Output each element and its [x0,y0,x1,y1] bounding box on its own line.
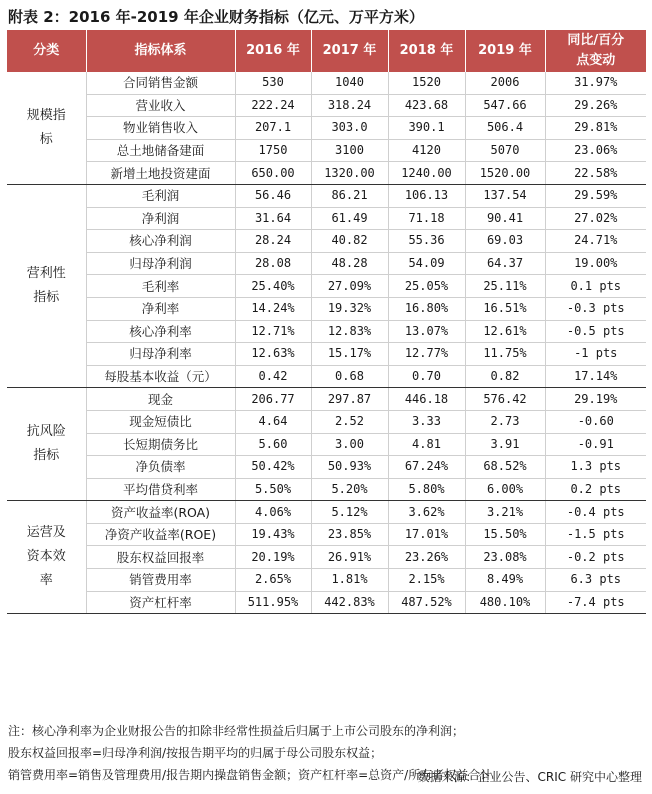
indicator-cell: 净利润 [86,207,235,230]
value-2019-cell: 6.00% [465,478,545,501]
value-2019-cell: 8.49% [465,569,545,592]
header-2019: 2019 年 [465,30,545,72]
value-2018-cell: 25.05% [388,275,465,298]
table-header-row [7,30,646,72]
value-2017-cell: 15.17% [311,343,388,366]
value-2016-cell: 0.42 [235,365,311,388]
indicator-cell: 营业收入 [86,94,235,117]
table-row [7,117,646,140]
value-2018-cell: 16.80% [388,297,465,320]
change-cell: 1.3 pts [545,456,646,479]
value-2018-cell: 2.15% [388,569,465,592]
category-cell: 营利性指标 [7,184,86,387]
value-2017-cell: 1040 [311,72,388,94]
value-2016-cell: 20.19% [235,546,311,569]
change-cell: -1 pts [545,343,646,366]
change-cell: -1.5 pts [545,523,646,546]
table-row [7,297,646,320]
table-row [7,365,646,388]
value-2016-cell: 5.50% [235,478,311,501]
value-2018-cell: 423.68 [388,94,465,117]
value-2018-cell: 487.52% [388,591,465,614]
value-2017-cell: 442.83% [311,591,388,614]
indicator-cell: 总土地储备建面 [86,139,235,162]
change-cell: 24.71% [545,230,646,253]
value-2018-cell: 4120 [388,139,465,162]
indicator-cell: 物业销售收入 [86,117,235,140]
table-row [7,72,646,94]
change-cell: -0.2 pts [545,546,646,569]
value-2018-cell: 5.80% [388,478,465,501]
header-category: 分类 [7,30,86,72]
value-2016-cell: 4.64 [235,410,311,433]
value-2018-cell: 12.77% [388,343,465,366]
value-2017-cell: 318.24 [311,94,388,117]
table-row [7,320,646,343]
value-2019-cell: 576.42 [465,388,545,411]
change-cell: 27.02% [545,207,646,230]
change-cell: 22.58% [545,162,646,185]
header-2018: 2018 年 [388,30,465,72]
note-line: 注：核心净利率为企业财报公告的扣除非经常性损益后归属于上市公司股东的净利润； [8,724,465,738]
change-cell: 0.2 pts [545,478,646,501]
value-2018-cell: 0.70 [388,365,465,388]
table-row [7,139,646,162]
value-2018-cell: 390.1 [388,117,465,140]
indicator-cell: 核心净利率 [86,320,235,343]
indicator-cell: 股东权益回报率 [86,546,235,569]
change-cell: 23.06% [545,139,646,162]
value-2017-cell: 26.91% [311,546,388,569]
value-2018-cell: 17.01% [388,523,465,546]
value-2016-cell: 12.63% [235,343,311,366]
change-cell: -0.3 pts [545,297,646,320]
value-2019-cell: 68.52% [465,456,545,479]
value-2016-cell: 14.24% [235,297,311,320]
value-2017-cell: 40.82 [311,230,388,253]
value-2019-cell: 1520.00 [465,162,545,185]
indicator-cell: 资产收益率(ROA) [86,501,235,524]
value-2019-cell: 23.08% [465,546,545,569]
indicator-cell: 长短期债务比 [86,433,235,456]
value-2019-cell: 506.4 [465,117,545,140]
value-2018-cell: 446.18 [388,388,465,411]
value-2019-cell: 2006 [465,72,545,94]
value-2016-cell: 31.64 [235,207,311,230]
value-2018-cell: 23.26% [388,546,465,569]
indicator-cell: 每股基本收益（元） [86,365,235,388]
change-cell: -7.4 pts [545,591,646,614]
value-2016-cell: 25.40% [235,275,311,298]
change-cell: -0.5 pts [545,320,646,343]
value-2019-cell: 16.51% [465,297,545,320]
indicator-cell: 合同销售金额 [86,72,235,94]
value-2019-cell: 3.91 [465,433,545,456]
data-source: 数据来源：企业公告、CRIC 研究中心整理 [417,770,642,784]
value-2017-cell: 86.21 [311,184,388,207]
change-cell: 31.97% [545,72,646,94]
value-2016-cell: 12.71% [235,320,311,343]
table-row [7,410,646,433]
category-cell: 运营及资本效率 [7,501,86,614]
table-row [7,252,646,275]
value-2019-cell: 5070 [465,139,545,162]
value-2019-cell: 25.11% [465,275,545,298]
value-2017-cell: 5.20% [311,478,388,501]
indicator-cell: 销管费用率 [86,569,235,592]
value-2017-cell: 2.52 [311,410,388,433]
table-row [7,478,646,501]
category-cell: 规模指标 [7,72,86,184]
value-2017-cell: 3100 [311,139,388,162]
value-2019-cell: 69.03 [465,230,545,253]
value-2019-cell: 12.61% [465,320,545,343]
indicator-cell: 平均借贷利率 [86,478,235,501]
change-cell: 29.59% [545,184,646,207]
table-row [7,501,646,524]
value-2016-cell: 4.06% [235,501,311,524]
indicator-cell: 净负债率 [86,456,235,479]
note-line: 股东权益回报率=归母净利润/按报告期平均的归属于母公司股东权益； [8,746,383,760]
value-2019-cell: 137.54 [465,184,545,207]
note-line: 销管费用率=销售及管理费用/报告期内操盘销售金额；资产杠杆率=总资产/所有者权益合计 [8,768,493,782]
table-row [7,207,646,230]
value-2016-cell: 56.46 [235,184,311,207]
value-2017-cell: 297.87 [311,388,388,411]
header-2017: 2017 年 [311,30,388,72]
value-2016-cell: 530 [235,72,311,94]
value-2018-cell: 67.24% [388,456,465,479]
indicator-cell: 毛利润 [86,184,235,207]
change-cell: -0.60 [545,410,646,433]
value-2017-cell: 27.09% [311,275,388,298]
table-row [7,456,646,479]
value-2018-cell: 1520 [388,72,465,94]
table-row [7,94,646,117]
indicator-cell: 现金 [86,388,235,411]
indicator-cell: 归母净利率 [86,343,235,366]
value-2017-cell: 5.12% [311,501,388,524]
change-cell: 29.81% [545,117,646,140]
value-2017-cell: 303.0 [311,117,388,140]
value-2016-cell: 1750 [235,139,311,162]
header-2016: 2016 年 [235,30,311,72]
change-cell: 6.3 pts [545,569,646,592]
indicator-cell: 净利率 [86,297,235,320]
value-2016-cell: 511.95% [235,591,311,614]
value-2016-cell: 650.00 [235,162,311,185]
value-2018-cell: 3.62% [388,501,465,524]
table-row [7,523,646,546]
value-2016-cell: 206.77 [235,388,311,411]
value-2019-cell: 11.75% [465,343,545,366]
value-2017-cell: 48.28 [311,252,388,275]
indicator-cell: 资产杠杆率 [86,591,235,614]
value-2016-cell: 28.24 [235,230,311,253]
value-2017-cell: 19.32% [311,297,388,320]
indicator-cell: 新增土地投资建面 [86,162,235,185]
indicator-cell: 毛利率 [86,275,235,298]
table-row [7,275,646,298]
value-2018-cell: 54.09 [388,252,465,275]
table-row [7,184,646,207]
table-row [7,591,646,614]
value-2018-cell: 4.81 [388,433,465,456]
value-2017-cell: 61.49 [311,207,388,230]
value-2017-cell: 1.81% [311,569,388,592]
value-2019-cell: 3.21% [465,501,545,524]
category-cell: 抗风险指标 [7,388,86,501]
change-cell: 29.26% [545,94,646,117]
table-row [7,546,646,569]
value-2016-cell: 19.43% [235,523,311,546]
header-change: 同比/百分点变动 [545,30,646,72]
indicator-cell: 净资产收益率(ROE) [86,523,235,546]
value-2018-cell: 106.13 [388,184,465,207]
value-2018-cell: 55.36 [388,230,465,253]
value-2018-cell: 71.18 [388,207,465,230]
table-body [7,72,646,614]
value-2017-cell: 1320.00 [311,162,388,185]
table-row [7,162,646,185]
value-2017-cell: 50.93% [311,456,388,479]
value-2018-cell: 1240.00 [388,162,465,185]
indicator-cell: 核心净利润 [86,230,235,253]
value-2018-cell: 13.07% [388,320,465,343]
change-cell: -0.4 pts [545,501,646,524]
value-2016-cell: 2.65% [235,569,311,592]
financial-indicators-table [7,30,646,614]
change-cell: 19.00% [545,252,646,275]
change-cell: 29.19% [545,388,646,411]
value-2019-cell: 480.10% [465,591,545,614]
table-title: 附表 2：2016 年-2019 年企业财务指标（亿元、万平方米） [8,8,424,26]
value-2017-cell: 12.83% [311,320,388,343]
value-2019-cell: 2.73 [465,410,545,433]
indicator-cell: 现金短债比 [86,410,235,433]
value-2019-cell: 64.37 [465,252,545,275]
value-2016-cell: 207.1 [235,117,311,140]
value-2019-cell: 0.82 [465,365,545,388]
table-row [7,388,646,411]
value-2018-cell: 3.33 [388,410,465,433]
value-2017-cell: 0.68 [311,365,388,388]
table-row [7,569,646,592]
value-2019-cell: 90.41 [465,207,545,230]
value-2016-cell: 222.24 [235,94,311,117]
value-2017-cell: 3.00 [311,433,388,456]
value-2016-cell: 5.60 [235,433,311,456]
header-indicator: 指标体系 [86,30,235,72]
change-cell: -0.91 [545,433,646,456]
table-row [7,433,646,456]
table-row [7,343,646,366]
change-cell: 17.14% [545,365,646,388]
table-row [7,230,646,253]
change-cell: 0.1 pts [545,275,646,298]
value-2019-cell: 15.50% [465,523,545,546]
value-2017-cell: 23.85% [311,523,388,546]
value-2016-cell: 28.08 [235,252,311,275]
value-2016-cell: 50.42% [235,456,311,479]
indicator-cell: 归母净利润 [86,252,235,275]
value-2019-cell: 547.66 [465,94,545,117]
